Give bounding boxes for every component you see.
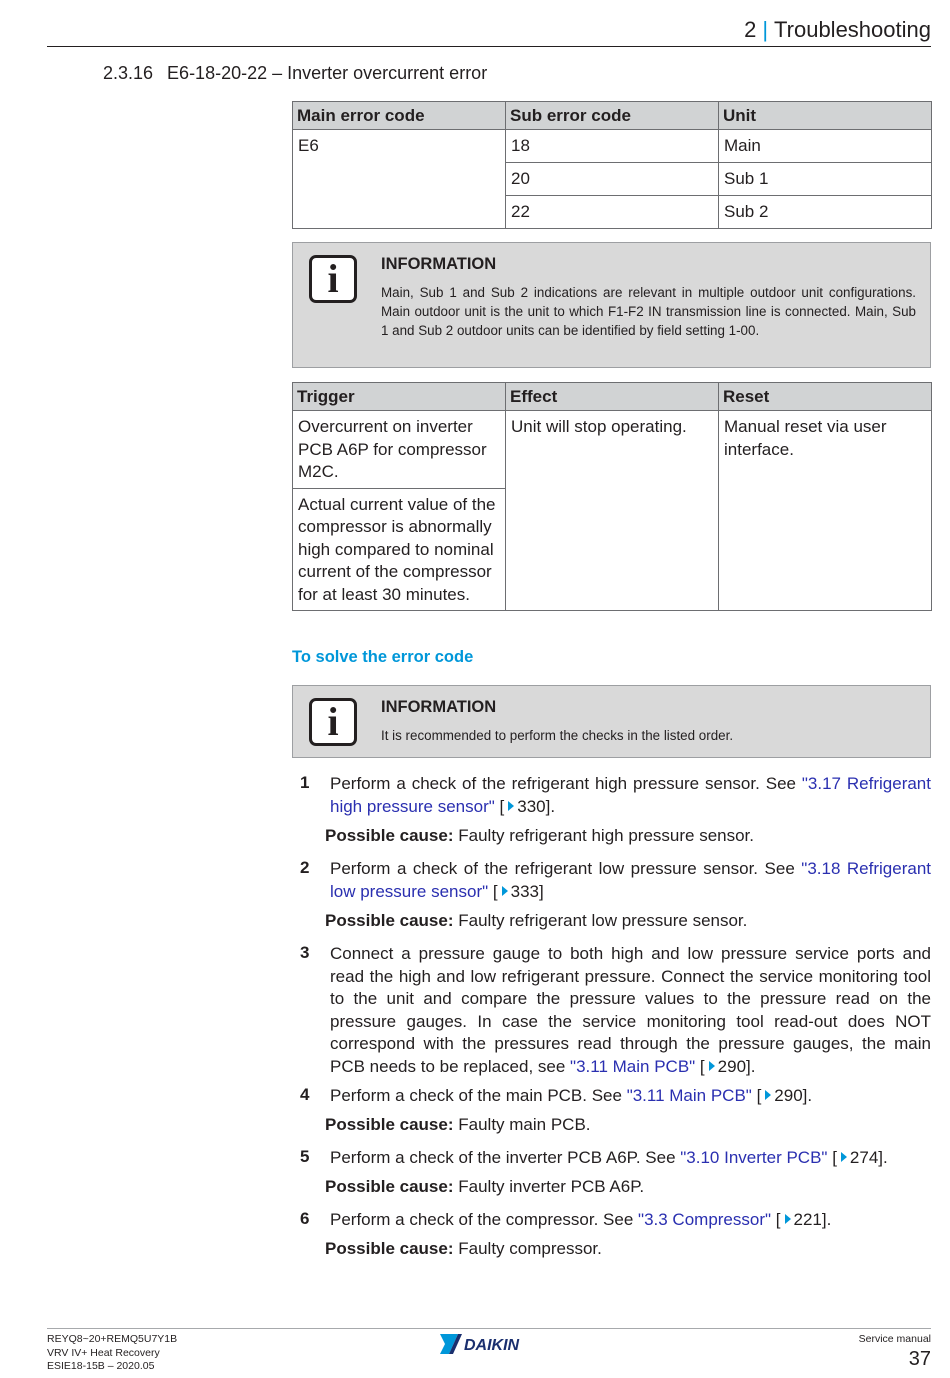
step-number: 3	[300, 943, 310, 962]
step-body: Perform a check of the main PCB. See	[330, 1086, 627, 1105]
page-number: 37	[908, 1348, 931, 1370]
cross-reference-link[interactable]: "3.17 Refrigerant high pressure sensor"	[330, 774, 931, 816]
step-body: Perform a check of the refrigerant low pressure sensor. See	[330, 859, 802, 878]
possible-cause	[325, 1239, 602, 1259]
logo-text: DAIKIN	[464, 1337, 520, 1354]
page-reference[interactable]: 221	[793, 1210, 822, 1229]
footer-model: REYQ8~20+REMQ5U7Y1B	[47, 1333, 178, 1345]
possible-cause	[325, 1177, 644, 1197]
page-reference[interactable]: 330	[517, 796, 546, 816]
step-text: Connect a pressure gauge to both high and low pressure service ports and read the high and low refrigerant pressure. Connect the service monitoring tool to the unit and compare the pressure values to the pressure read on the pressure gauges. In case the service monitoring tool read-out does NOT correspond with the pressures read through the pressure gauges, the main PCB needs to be replaced, see "3.11 Main PCB" [ 290].	[330, 944, 931, 1076]
information-text: Main, Sub 1 and Sub 2 indications are relevant in multiple outdoor unit configurations. Main outdoor unit is the unit to which F1-F2 IN transmission line is connected. Main, Sub 1 and Sub 2 outdoor units can be identified by field setting 1-00.	[381, 285, 916, 338]
cause-text: Faulty refrigerant low pressure sensor.	[458, 911, 748, 930]
possible-cause	[325, 1115, 591, 1135]
chapter-header	[744, 17, 931, 43]
header-separator: |	[762, 17, 769, 42]
page-arrow-icon	[765, 1090, 771, 1100]
column-header: Main error code	[293, 102, 506, 130]
cause-text: Faulty compressor.	[458, 1239, 602, 1258]
step-number: 5	[300, 1147, 310, 1166]
footer-rule	[47, 1328, 931, 1329]
trigger-cell: Overcurrent on inverter PCB A6P for compressor M2C.	[293, 411, 506, 489]
trigger-effect-reset-table	[292, 382, 932, 611]
footer-doc-type: Service manual	[858, 1333, 931, 1345]
step-number: 4	[300, 1085, 310, 1104]
step-end: ]	[538, 881, 544, 901]
column-header: Trigger	[293, 383, 506, 411]
footer-doc-id: ESIE18-15B – 2020.05	[47, 1360, 155, 1372]
step-body: Perform a check of the compressor. See	[330, 1210, 639, 1229]
page-arrow-icon	[785, 1214, 791, 1224]
step-end: ].	[878, 1148, 888, 1167]
cause-label: Possible cause:	[325, 826, 454, 845]
step-text: Perform a check of the refrigerant low pressure sensor. See "3.18 Refrigerant low pressure sensor" [ 333]	[330, 859, 931, 901]
chapter-number: 2	[744, 17, 757, 42]
step-text: Perform a check of the compressor. See "3.3 Compressor" [ 221].	[330, 1210, 832, 1229]
cross-reference-link[interactable]: "3.18 Refrigerant low pressure sensor"	[330, 859, 931, 901]
column-header: Effect	[506, 383, 719, 411]
column-header: Unit	[719, 102, 932, 130]
error-codes-table	[292, 101, 932, 229]
step-end: ].	[802, 1086, 813, 1105]
trigger-cell: Actual current value of the compressor is abnormally high compared to nominal current of the compressor for at least 30 minutes.	[293, 488, 506, 611]
section-title-text: E6-18-20-22 – Inverter overcurrent error	[167, 63, 488, 83]
step-text: Perform a check of the inverter PCB A6P. See "3.10 Inverter PCB" [ 274].	[330, 1148, 888, 1167]
step-body: Connect a pressure gauge to both high and low pressure service ports and read the high and low refrigerant pressure. Connect the service monitoring tool to the unit and compare the pressure values to the pressure read on the pressure gauges. In case the service monitoring tool read-out does NOT correspond with the pressures read through the pressure gauges, the main PCB needs to be replaced, see	[330, 944, 931, 1076]
step-text: Perform a check of the refrigerant high pressure sensor. See "3.17 Refrigerant high pressure sensor" [ 330].	[330, 774, 931, 816]
step-body: Perform a check of the inverter PCB A6P. See	[330, 1148, 681, 1167]
section-number: 2.3.16	[103, 63, 154, 83]
cause-text: Faulty refrigerant high pressure sensor.	[458, 826, 755, 845]
table-row	[293, 411, 932, 489]
page-arrow-icon	[841, 1152, 847, 1162]
column-header: Sub error code	[506, 102, 719, 130]
table-row	[293, 130, 932, 163]
solve-heading: To solve the error code	[292, 648, 474, 666]
cause-label: Possible cause:	[325, 1115, 454, 1134]
step-end: ].	[821, 1210, 832, 1229]
cross-reference-link[interactable]: "3.3 Compressor"	[638, 1210, 772, 1229]
cause-label: Possible cause:	[325, 1177, 454, 1196]
chapter-title: Troubleshooting	[774, 17, 931, 42]
information-box	[292, 685, 931, 758]
daikin-logo	[438, 1333, 542, 1355]
information-box	[292, 242, 931, 368]
unit-cell: Sub 2	[719, 196, 932, 229]
step-number: 2	[300, 858, 310, 877]
cause-label: Possible cause:	[325, 911, 454, 930]
page-reference[interactable]: 290	[717, 1056, 747, 1076]
page-reference[interactable]: 333	[510, 881, 539, 901]
step-end: ].	[746, 1056, 756, 1076]
sub-code-cell: 20	[506, 163, 719, 196]
footer-product: VRV IV+ Heat Recovery	[47, 1346, 160, 1359]
table-header-row	[293, 383, 932, 411]
cause-text: Faulty inverter PCB A6P.	[458, 1177, 645, 1196]
reset-cell: Manual reset via user interface.	[719, 411, 932, 611]
page-reference[interactable]: 274	[849, 1148, 879, 1167]
cause-text: Faulty main PCB.	[458, 1115, 591, 1134]
step-text: Perform a check of the main PCB. See "3.11 Main PCB" [ 290].	[330, 1086, 813, 1105]
section-title	[103, 63, 487, 84]
cross-reference-link[interactable]: "3.10 Inverter PCB"	[680, 1148, 828, 1167]
step-end: ].	[545, 796, 556, 816]
cause-label: Possible cause:	[325, 1239, 454, 1258]
column-header: Reset	[719, 383, 932, 411]
unit-cell: Sub 1	[719, 163, 932, 196]
step-number: 1	[300, 773, 310, 792]
table-header-row	[293, 102, 932, 130]
page-arrow-icon	[502, 886, 508, 896]
footer-document-info	[47, 1333, 177, 1374]
sub-code-cell: 18	[506, 130, 719, 163]
possible-cause	[325, 826, 754, 846]
step-number: 6	[300, 1209, 310, 1228]
sub-code-cell: 22	[506, 196, 719, 229]
effect-cell: Unit will stop operating.	[506, 411, 719, 611]
page-reference[interactable]: 290	[774, 1086, 803, 1105]
page-arrow-icon	[709, 1061, 715, 1071]
page-arrow-icon	[508, 801, 514, 811]
main-error-code-cell: E6	[293, 130, 506, 229]
info-icon: i	[309, 255, 357, 303]
step-body: Perform a check of the refrigerant high pressure sensor. See	[330, 774, 802, 793]
info-icon: i	[309, 698, 357, 746]
header-rule	[47, 46, 931, 47]
information-heading: INFORMATION	[381, 698, 497, 716]
possible-cause	[325, 911, 747, 931]
unit-cell: Main	[719, 130, 932, 163]
information-text: It is recommended to perform the checks in the listed order.	[381, 728, 734, 743]
cross-reference-link[interactable]: "3.11 Main PCB"	[626, 1086, 752, 1105]
cross-reference-link[interactable]: "3.11 Main PCB"	[570, 1056, 696, 1076]
information-heading: INFORMATION	[381, 255, 497, 273]
